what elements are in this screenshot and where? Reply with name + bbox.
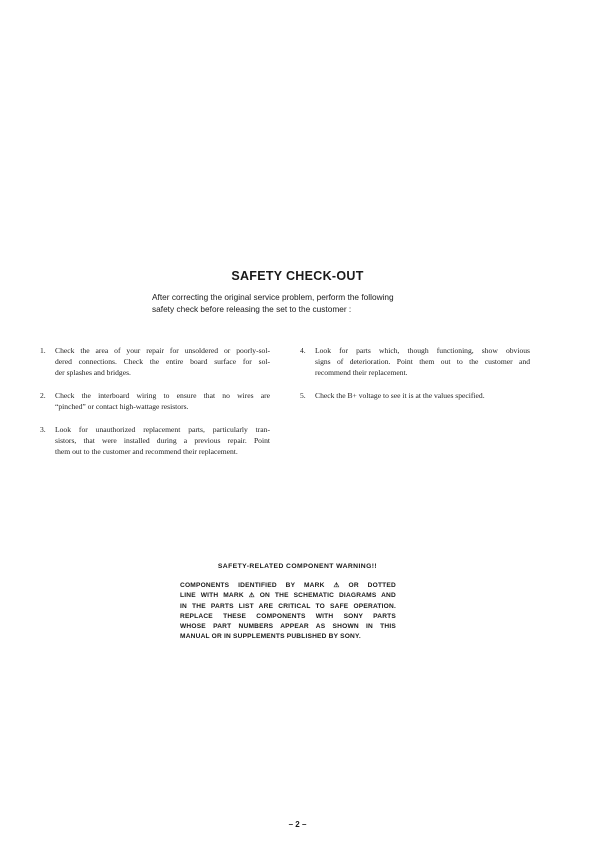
- item-line: Look for unauthorized replacement parts, particularly tran-: [55, 425, 270, 434]
- item-number: 5.: [300, 391, 306, 400]
- warning-text: OR DOTTED: [348, 582, 396, 589]
- warning-line: [180, 591, 396, 601]
- item-line: “pinched” or contact high-wattage resistors.: [55, 402, 189, 411]
- checklist-item-1: [40, 345, 270, 378]
- checklist-item-5: [300, 390, 530, 401]
- warning-text: ON THE SCHEMATIC DIAGRAMS AND: [259, 592, 396, 600]
- page-number: – 2 –: [288, 820, 307, 829]
- warning-line: MANUAL OR IN SUPPLEMENTS PUBLISHED BY SONY.: [180, 633, 361, 641]
- item-line: recommend their replacement.: [315, 368, 408, 377]
- checklist-left-column: [40, 345, 270, 469]
- checklist-item-2: [40, 390, 270, 412]
- item-line: Check the interboard wiring to ensure that no wires are: [55, 391, 270, 400]
- warning-title: SAFETY-RELATED COMPONENT WARNING!!: [217, 563, 378, 570]
- intro-paragraph: [152, 291, 432, 315]
- warning-body: [180, 581, 396, 643]
- warning-triangle-icon: ⚠: [333, 582, 340, 589]
- checklist-item-3: [40, 424, 270, 457]
- warning-text: COMPONENTS IDENTIFIED BY MARK: [180, 582, 325, 589]
- warning-triangle-icon: ⚠: [248, 592, 255, 600]
- warning-line: WHOSE PART NUMBERS APPEAR AS SHOWN IN THIS: [180, 623, 396, 631]
- item-line: signs of deterioration. Point them out to the customer and: [315, 357, 530, 366]
- item-number: 4.: [300, 346, 306, 355]
- item-number: 3.: [40, 425, 46, 434]
- item-number: 1.: [40, 346, 46, 355]
- warning-line: IN THE PARTS LIST ARE CRITICAL TO SAFE OPERATION.: [180, 602, 396, 610]
- intro-line: After correcting the original service problem, perform the following: [152, 292, 394, 302]
- item-line: dered connections. Check the entire board surface for sol-: [55, 357, 270, 366]
- warning-line: [180, 581, 396, 591]
- intro-line: safety check before releasing the set to the customer :: [152, 304, 352, 314]
- checklist-item-4: [300, 345, 530, 378]
- item-line: Check the B+ voltage to see it is at the values specified.: [315, 391, 485, 400]
- item-number: 2.: [40, 391, 46, 400]
- page-title: SAFETY CHECK-OUT: [231, 269, 364, 283]
- item-line: der splashes and bridges.: [55, 368, 131, 377]
- item-line: Check the area of your repair for unsoldered or poorly-sol-: [55, 346, 270, 355]
- item-line: Look for parts which, though functioning, show obvious: [315, 346, 530, 355]
- item-line: sistors, that were installed during a previous repair. Point: [55, 436, 270, 445]
- item-line: them out to the customer and recommend their replacement.: [55, 447, 238, 456]
- warning-text: LINE WITH MARK: [180, 592, 244, 600]
- checklist-right-column: [300, 345, 530, 413]
- warning-line: REPLACE THESE COMPONENTS WITH SONY PARTS: [180, 612, 396, 620]
